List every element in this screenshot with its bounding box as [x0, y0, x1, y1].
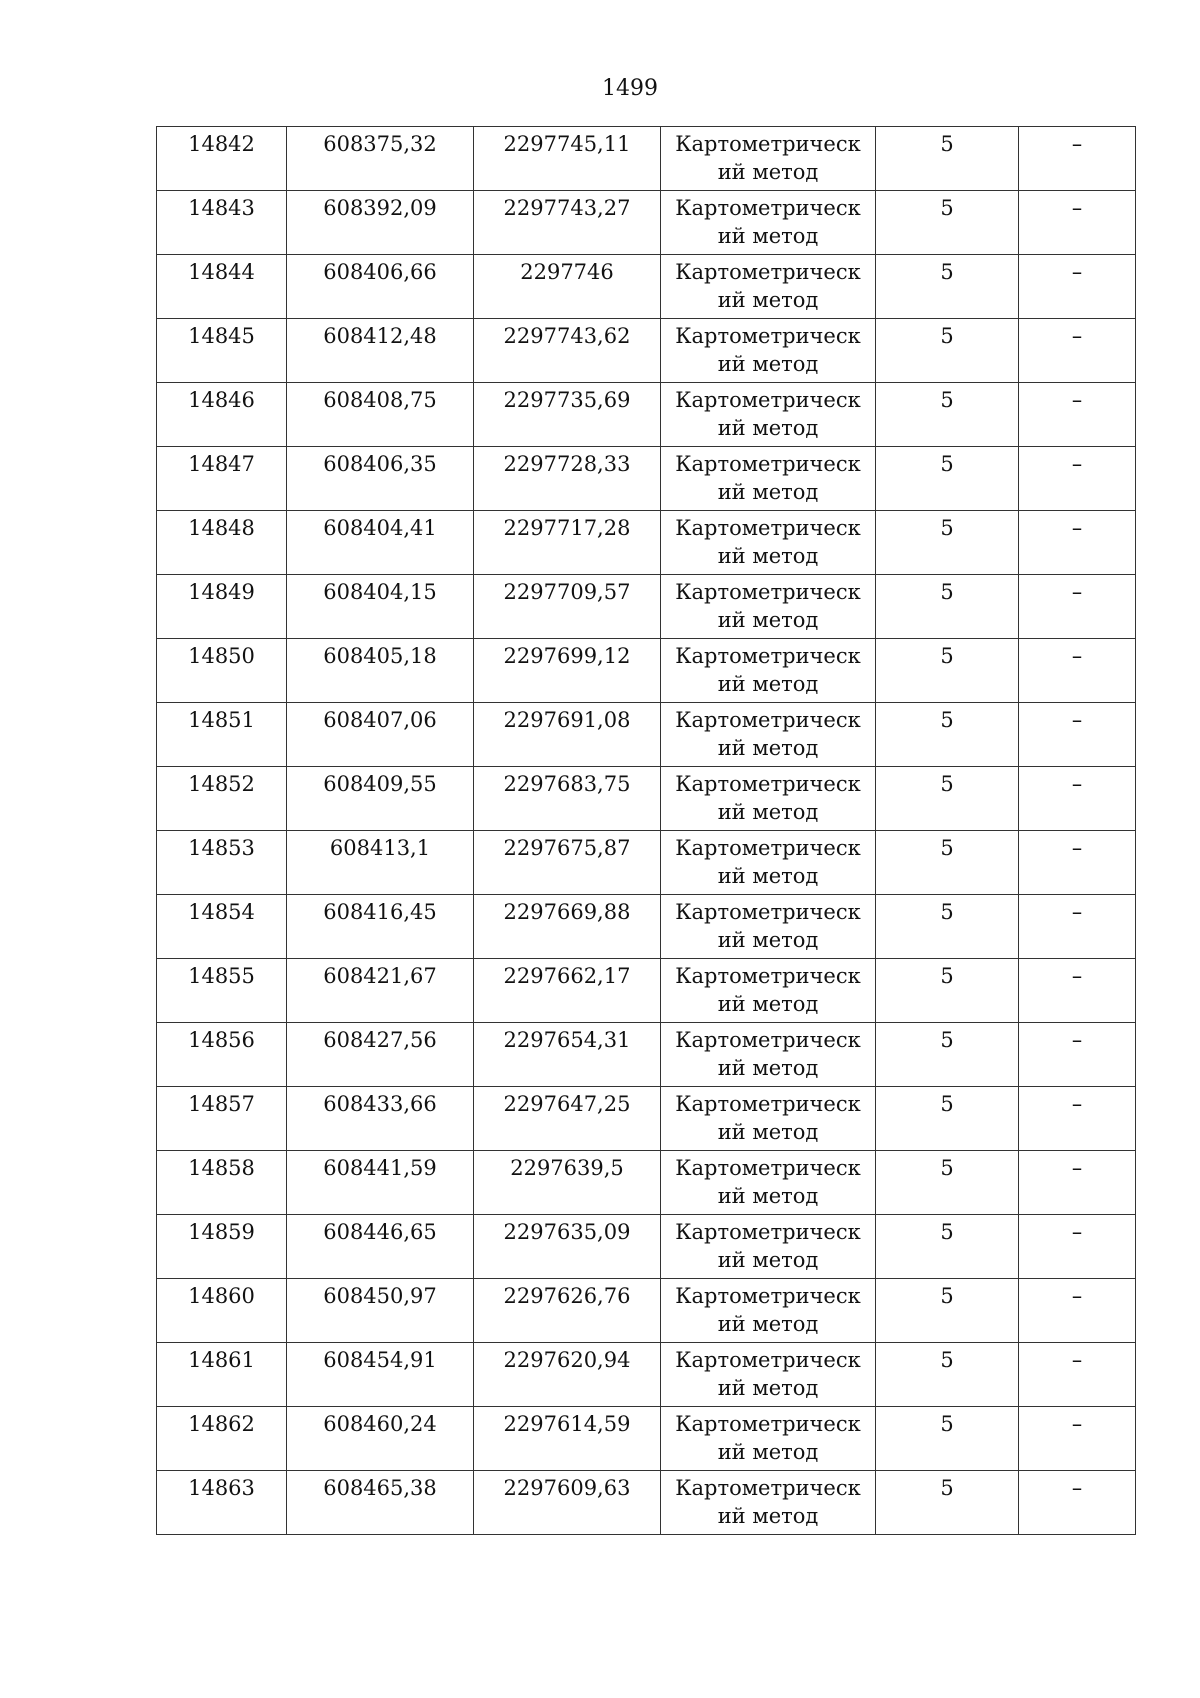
point-id: 14859 [157, 1215, 287, 1279]
method-text: Картометрический метод [675, 516, 861, 568]
y-coordinate: 2297709,57 [474, 575, 661, 639]
y-coordinate: 2297691,08 [474, 703, 661, 767]
accuracy: 5 [876, 1279, 1019, 1343]
method-text: Картометрический метод [675, 580, 861, 632]
method-cell [661, 767, 876, 831]
method-text: Картометрический метод [675, 388, 861, 440]
point-id: 14847 [157, 447, 287, 511]
y-coordinate: 2297639,5 [474, 1151, 661, 1215]
y-coordinate: 2297743,62 [474, 319, 661, 383]
method-cell [661, 1407, 876, 1471]
method-text: Картометрический метод [675, 132, 861, 184]
x-coordinate: 608433,66 [287, 1087, 474, 1151]
method-text: Картометрический метод [675, 196, 861, 248]
x-coordinate: 608392,09 [287, 191, 474, 255]
method-cell [661, 1087, 876, 1151]
point-id: 14842 [157, 127, 287, 191]
accuracy: 5 [876, 703, 1019, 767]
point-id: 14844 [157, 255, 287, 319]
method-text: Картометрический метод [675, 708, 861, 760]
method-text: Картометрический метод [675, 452, 861, 504]
point-id: 14848 [157, 511, 287, 575]
method-text: Картометрический метод [675, 1028, 861, 1080]
x-coordinate: 608404,15 [287, 575, 474, 639]
accuracy: 5 [876, 831, 1019, 895]
table-row [157, 1343, 1136, 1407]
accuracy: 5 [876, 959, 1019, 1023]
method-cell [661, 447, 876, 511]
x-coordinate: 608427,56 [287, 1023, 474, 1087]
table-row [157, 319, 1136, 383]
method-cell [661, 511, 876, 575]
method-cell [661, 575, 876, 639]
x-coordinate: 608408,75 [287, 383, 474, 447]
method-cell [661, 255, 876, 319]
method-cell [661, 895, 876, 959]
point-id: 14860 [157, 1279, 287, 1343]
table-row [157, 1471, 1136, 1535]
accuracy: 5 [876, 383, 1019, 447]
method-text: Картометрический метод [675, 1156, 861, 1208]
method-text: Картометрический метод [675, 1412, 861, 1464]
x-coordinate: 608404,41 [287, 511, 474, 575]
note: – [1019, 1343, 1136, 1407]
table-row [157, 703, 1136, 767]
point-id: 14853 [157, 831, 287, 895]
point-id: 14854 [157, 895, 287, 959]
method-text: Картометрический метод [675, 1220, 861, 1272]
y-coordinate: 2297683,75 [474, 767, 661, 831]
note: – [1019, 319, 1136, 383]
y-coordinate: 2297699,12 [474, 639, 661, 703]
method-cell [661, 1023, 876, 1087]
note: – [1019, 1087, 1136, 1151]
y-coordinate: 2297743,27 [474, 191, 661, 255]
x-coordinate: 608416,45 [287, 895, 474, 959]
table-row [157, 383, 1136, 447]
table-row [157, 959, 1136, 1023]
y-coordinate: 2297614,59 [474, 1407, 661, 1471]
point-id: 14857 [157, 1087, 287, 1151]
accuracy: 5 [876, 511, 1019, 575]
table-row [157, 1087, 1136, 1151]
x-coordinate: 608409,55 [287, 767, 474, 831]
table-row [157, 255, 1136, 319]
table-row [157, 447, 1136, 511]
y-coordinate: 2297635,09 [474, 1215, 661, 1279]
method-cell [661, 1151, 876, 1215]
x-coordinate: 608454,91 [287, 1343, 474, 1407]
method-text: Картометрический метод [675, 1284, 861, 1336]
table-row [157, 511, 1136, 575]
table-body [157, 127, 1136, 1535]
point-id: 14862 [157, 1407, 287, 1471]
note: – [1019, 767, 1136, 831]
table-row [157, 1151, 1136, 1215]
point-id: 14863 [157, 1471, 287, 1535]
accuracy: 5 [876, 191, 1019, 255]
point-id: 14843 [157, 191, 287, 255]
x-coordinate: 608421,67 [287, 959, 474, 1023]
y-coordinate: 2297669,88 [474, 895, 661, 959]
x-coordinate: 608412,48 [287, 319, 474, 383]
note: – [1019, 1407, 1136, 1471]
note: – [1019, 127, 1136, 191]
x-coordinate: 608460,24 [287, 1407, 474, 1471]
accuracy: 5 [876, 255, 1019, 319]
y-coordinate: 2297609,63 [474, 1471, 661, 1535]
method-cell [661, 703, 876, 767]
method-cell [661, 831, 876, 895]
table-row [157, 127, 1136, 191]
accuracy: 5 [876, 767, 1019, 831]
accuracy: 5 [876, 1087, 1019, 1151]
y-coordinate: 2297745,11 [474, 127, 661, 191]
y-coordinate: 2297662,17 [474, 959, 661, 1023]
point-id: 14846 [157, 383, 287, 447]
point-id: 14849 [157, 575, 287, 639]
note: – [1019, 1151, 1136, 1215]
x-coordinate: 608450,97 [287, 1279, 474, 1343]
x-coordinate: 608405,18 [287, 639, 474, 703]
accuracy: 5 [876, 639, 1019, 703]
table-row [157, 191, 1136, 255]
note: – [1019, 191, 1136, 255]
x-coordinate: 608465,38 [287, 1471, 474, 1535]
note: – [1019, 959, 1136, 1023]
method-text: Картометрический метод [675, 260, 861, 312]
coordinates-table [156, 126, 1136, 1535]
method-text: Картометрический метод [675, 1348, 861, 1400]
method-text: Картометрический метод [675, 644, 861, 696]
table-row [157, 1279, 1136, 1343]
method-text: Картометрический метод [675, 836, 861, 888]
y-coordinate: 2297746 [474, 255, 661, 319]
y-coordinate: 2297654,31 [474, 1023, 661, 1087]
y-coordinate: 2297728,33 [474, 447, 661, 511]
method-cell [661, 319, 876, 383]
point-id: 14850 [157, 639, 287, 703]
method-cell [661, 1343, 876, 1407]
method-cell [661, 191, 876, 255]
y-coordinate: 2297675,87 [474, 831, 661, 895]
x-coordinate: 608406,35 [287, 447, 474, 511]
note: – [1019, 703, 1136, 767]
table-row [157, 831, 1136, 895]
note: – [1019, 1023, 1136, 1087]
note: – [1019, 383, 1136, 447]
table-row [157, 1023, 1136, 1087]
accuracy: 5 [876, 447, 1019, 511]
y-coordinate: 2297735,69 [474, 383, 661, 447]
x-coordinate: 608407,06 [287, 703, 474, 767]
table-row [157, 1215, 1136, 1279]
accuracy: 5 [876, 1151, 1019, 1215]
method-text: Картометрический метод [675, 1092, 861, 1144]
accuracy: 5 [876, 895, 1019, 959]
x-coordinate: 608375,32 [287, 127, 474, 191]
point-id: 14855 [157, 959, 287, 1023]
y-coordinate: 2297647,25 [474, 1087, 661, 1151]
method-text: Картометрический метод [675, 964, 861, 1016]
note: – [1019, 1279, 1136, 1343]
note: – [1019, 639, 1136, 703]
x-coordinate: 608446,65 [287, 1215, 474, 1279]
accuracy: 5 [876, 1407, 1019, 1471]
note: – [1019, 831, 1136, 895]
method-cell [661, 959, 876, 1023]
method-cell [661, 639, 876, 703]
table-row [157, 1407, 1136, 1471]
page-number: 1499 [602, 76, 658, 101]
method-cell [661, 1471, 876, 1535]
point-id: 14851 [157, 703, 287, 767]
method-cell [661, 127, 876, 191]
method-cell [661, 1279, 876, 1343]
note: – [1019, 255, 1136, 319]
accuracy: 5 [876, 127, 1019, 191]
accuracy: 5 [876, 319, 1019, 383]
accuracy: 5 [876, 1023, 1019, 1087]
accuracy: 5 [876, 1343, 1019, 1407]
method-text: Картометрический метод [675, 900, 861, 952]
accuracy: 5 [876, 1215, 1019, 1279]
note: – [1019, 511, 1136, 575]
point-id: 14856 [157, 1023, 287, 1087]
note: – [1019, 895, 1136, 959]
point-id: 14858 [157, 1151, 287, 1215]
x-coordinate: 608441,59 [287, 1151, 474, 1215]
method-text: Картометрический метод [675, 324, 861, 376]
note: – [1019, 447, 1136, 511]
point-id: 14861 [157, 1343, 287, 1407]
x-coordinate: 608413,1 [287, 831, 474, 895]
method-cell [661, 383, 876, 447]
y-coordinate: 2297626,76 [474, 1279, 661, 1343]
note: – [1019, 1471, 1136, 1535]
method-text: Картометрический метод [675, 772, 861, 824]
accuracy: 5 [876, 575, 1019, 639]
table-row [157, 575, 1136, 639]
table-row [157, 639, 1136, 703]
y-coordinate: 2297620,94 [474, 1343, 661, 1407]
method-text: Картометрический метод [675, 1476, 861, 1528]
table-row [157, 895, 1136, 959]
y-coordinate: 2297717,28 [474, 511, 661, 575]
note: – [1019, 575, 1136, 639]
x-coordinate: 608406,66 [287, 255, 474, 319]
point-id: 14845 [157, 319, 287, 383]
point-id: 14852 [157, 767, 287, 831]
accuracy: 5 [876, 1471, 1019, 1535]
note: – [1019, 1215, 1136, 1279]
method-cell [661, 1215, 876, 1279]
table-row [157, 767, 1136, 831]
